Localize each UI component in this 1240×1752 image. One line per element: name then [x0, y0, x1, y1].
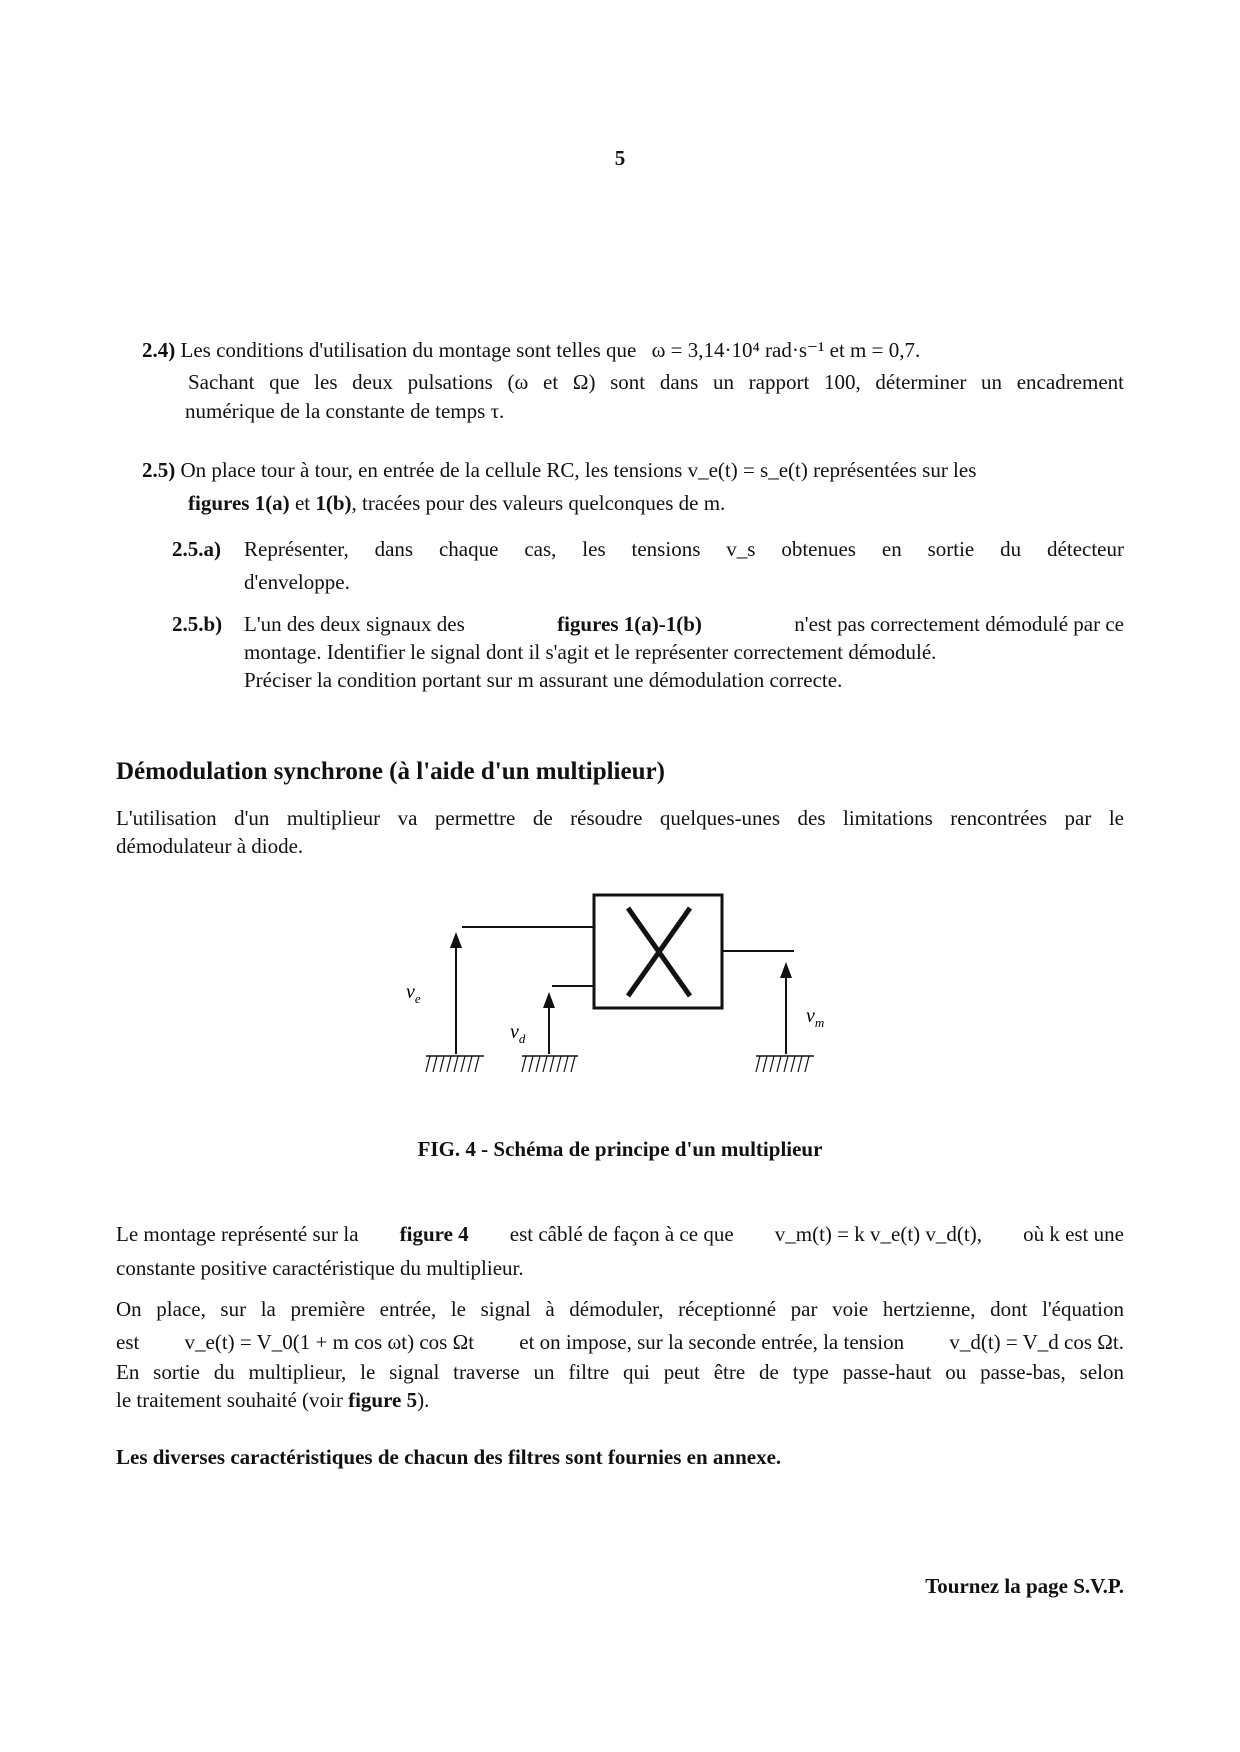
text: et [294, 491, 311, 515]
ground-symbol-vm [756, 1056, 814, 1072]
text: et on impose, sur la seconde entrée, la tension [519, 1330, 905, 1354]
text: L'un des deux signaux des [244, 612, 465, 636]
equation-vd: v_d(t) = V_d cos Ωt. [949, 1330, 1124, 1354]
multiplier-diagram [400, 890, 840, 1090]
label-ve: $v_e$ [406, 981, 421, 1006]
figure-ref: figures 1(a)-1(b) [557, 612, 702, 636]
paragraph-2-line-4 [116, 1386, 429, 1414]
arrow-vd [543, 992, 555, 1054]
question-2-5-b-number: 2.5.b) [172, 612, 223, 636]
annex-note: Les diverses caractéristiques de chacun des filtres sont fournies en annexe. [116, 1445, 782, 1469]
question-2-5-b-line-3: Préciser la condition portant sur m assurant une démodulation correcte. [244, 668, 843, 692]
question-2-4-line-2: Sachant que les deux pulsations (ω et Ω) sont dans un rapport 100, déterminer un encadrement [188, 370, 1124, 394]
intro-line-2: démodulateur à diode. [116, 834, 304, 858]
text: le traitement souhaité (voir [116, 1388, 343, 1412]
ground-symbol-ve [426, 1056, 484, 1072]
text: où k est une [1023, 1222, 1124, 1246]
paragraph-2-line-1: On place, sur la première entrée, le signal à démoduler, réceptionné par voie hertzienne, dont l'équation [116, 1297, 1124, 1321]
text: Le montage représenté sur la [116, 1222, 359, 1246]
paragraph-1-line-2: constante positive caractéristique du multiplieur. [116, 1256, 524, 1280]
figure-caption: FIG. 4 - Schéma de principe d'un multiplieur [417, 1137, 823, 1161]
paragraph-1-line-1 [116, 1220, 1124, 1248]
label-vd: $v_d$ [510, 1021, 526, 1046]
equation-ve: v_e(t) = V_0(1 + m cos ωt) cos Ωt [184, 1330, 475, 1354]
intro-line-1: L'utilisation d'un multiplieur va permettre de résoudre quelques-unes des limitations rencontrées par le [116, 806, 1124, 830]
arrow-ve [450, 932, 462, 1054]
footer-note: Tournez la page S.V.P. [925, 1574, 1124, 1598]
question-2-5-a-number: 2.5.a) [172, 537, 221, 561]
question-2-4-line-1 [142, 336, 920, 364]
text: n'est pas correctement démodulé par ce [794, 612, 1124, 636]
question-2-5-line-2 [188, 489, 725, 517]
question-2-5-a-line-2: d'enveloppe. [244, 570, 350, 594]
section-title: Démodulation synchrone (à l'aide d'un multiplieur) [116, 758, 665, 785]
arrow-vm [780, 962, 792, 1054]
text: , tracées pour des valeurs quelconques de m. [351, 491, 726, 515]
question-2-4-line-3: numérique de la constante de temps τ. [185, 399, 505, 423]
paragraph-2-line-3: En sortie du multiplieur, le signal traverse un filtre qui peut être de type passe-haut ou passe-bas, selon [116, 1360, 1124, 1384]
question-2-5-a-line-1: Représenter, dans chaque cas, les tensions v_s obtenues en sortie du détecteur [244, 537, 1124, 561]
question-2-5-b-line-1 [244, 610, 1124, 638]
question-2-5-line-1 [142, 456, 976, 484]
label-vm: $v_m$ [806, 1005, 825, 1030]
question-text: Les conditions d'utilisation du montage sont telles que [180, 338, 637, 362]
question-number: 2.5) [142, 458, 176, 482]
equation-omega: ω = 3,14·10⁴ rad·s⁻¹ et m = 0,7. [651, 338, 921, 362]
text: est [116, 1330, 140, 1354]
equation-vm: v_m(t) = k v_e(t) v_d(t), [774, 1222, 982, 1246]
text: est câblé de façon à ce que [509, 1222, 734, 1246]
text: ). [417, 1388, 430, 1412]
ground-symbol-vd [522, 1056, 578, 1072]
question-number: 2.4) [142, 338, 176, 362]
figure-ref: figure 4 [399, 1222, 469, 1246]
question-text: On place tour à tour, en entrée de la cellule RC, les tensions v_e(t) = s_e(t) représentées sur les [180, 458, 977, 482]
figure-ref: figures 1(a) [188, 491, 290, 515]
paragraph-2-line-2 [116, 1328, 1124, 1356]
figure-ref: 1(b) [315, 491, 352, 515]
question-2-5-b-line-2: montage. Identifier le signal dont il s'agit et le représenter correctement démodulé. [244, 640, 937, 664]
figure-ref: figure 5 [348, 1388, 418, 1412]
page-number: 5 [614, 146, 626, 170]
